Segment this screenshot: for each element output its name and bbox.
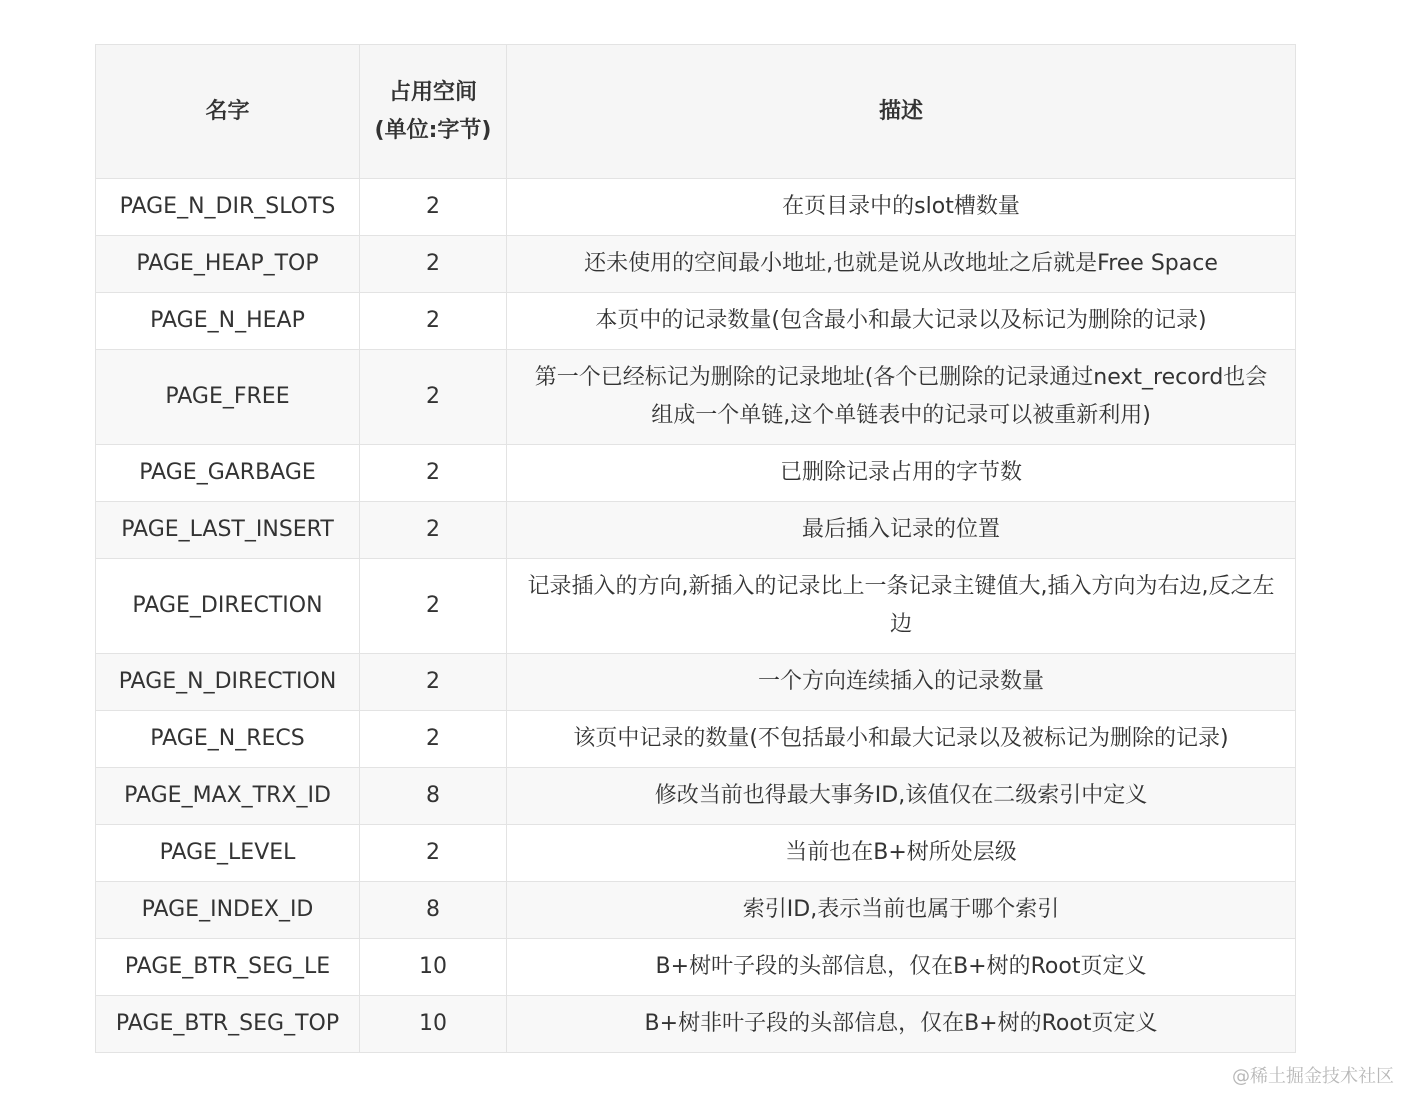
page-header-table-container [95,44,1295,1053]
cell-name: PAGE_LEVEL [96,825,360,882]
cell-size: 2 [360,179,507,236]
cell-description: 本页中的记录数量(包含最小和最大记录以及标记为删除的记录) [507,293,1296,350]
table-row [96,293,1296,350]
table-row [96,445,1296,502]
cell-name: PAGE_LAST_INSERT [96,502,360,559]
cell-size: 10 [360,939,507,996]
cell-name: PAGE_N_RECS [96,711,360,768]
cell-size: 8 [360,768,507,825]
cell-description: 还未使用的空间最小地址,也就是说从改地址之后就是Free Space [507,236,1296,293]
table-row [96,559,1296,654]
table-row [96,996,1296,1053]
cell-name: PAGE_MAX_TRX_ID [96,768,360,825]
table-body [96,179,1296,1053]
cell-name: PAGE_GARBAGE [96,445,360,502]
cell-name: PAGE_BTR_SEG_LE [96,939,360,996]
cell-size: 2 [360,445,507,502]
cell-size: 2 [360,654,507,711]
cell-description: 修改当前也得最大事务ID,该值仅在二级索引中定义 [507,768,1296,825]
cell-description: B+树叶子段的头部信息，仅在B+树的Root页定义 [507,939,1296,996]
cell-description: 该页中记录的数量(不包括最小和最大记录以及被标记为删除的记录) [507,711,1296,768]
cell-description: 最后插入记录的位置 [507,502,1296,559]
page-header-table [95,44,1296,1053]
cell-description: 一个方向连续插入的记录数量 [507,654,1296,711]
cell-description: B+树非叶子段的头部信息，仅在B+树的Root页定义 [507,996,1296,1053]
table-row [96,502,1296,559]
table-header [96,45,1296,179]
cell-size: 10 [360,996,507,1053]
cell-size: 2 [360,236,507,293]
cell-name: PAGE_FREE [96,350,360,445]
table-row [96,711,1296,768]
cell-name: PAGE_INDEX_ID [96,882,360,939]
table-row [96,768,1296,825]
table-row [96,882,1296,939]
cell-name: PAGE_N_DIR_SLOTS [96,179,360,236]
table-row [96,179,1296,236]
cell-description: 在页目录中的slot槽数量 [507,179,1296,236]
cell-size: 8 [360,882,507,939]
cell-size: 2 [360,293,507,350]
cell-size: 2 [360,502,507,559]
table-row [96,350,1296,445]
cell-description: 第一个已经标记为删除的记录地址(各个已删除的记录通过next_record也会组成一个单链,这个单链表中的记录可以被重新利用) [507,350,1296,445]
cell-size: 2 [360,711,507,768]
cell-name: PAGE_N_HEAP [96,293,360,350]
header-name: 名字 [96,45,360,179]
cell-name: PAGE_N_DIRECTION [96,654,360,711]
header-size: 占用空间(单位:字节) [360,45,507,179]
table-row [96,939,1296,996]
table-row [96,825,1296,882]
table-row [96,654,1296,711]
cell-description: 已删除记录占用的字节数 [507,445,1296,502]
cell-size: 2 [360,559,507,654]
header-description: 描述 [507,45,1296,179]
cell-name: PAGE_HEAP_TOP [96,236,360,293]
cell-name: PAGE_DIRECTION [96,559,360,654]
cell-description: 索引ID,表示当前也属于哪个索引 [507,882,1296,939]
cell-description: 记录插入的方向,新插入的记录比上一条记录主键值大,插入方向为右边,反之左边 [507,559,1296,654]
cell-description: 当前也在B+树所处层级 [507,825,1296,882]
cell-name: PAGE_BTR_SEG_TOP [96,996,360,1053]
cell-size: 2 [360,350,507,445]
watermark: @稀土掘金技术社区 [1232,1066,1394,1087]
table-row [96,236,1296,293]
header-row [96,45,1296,179]
cell-size: 2 [360,825,507,882]
